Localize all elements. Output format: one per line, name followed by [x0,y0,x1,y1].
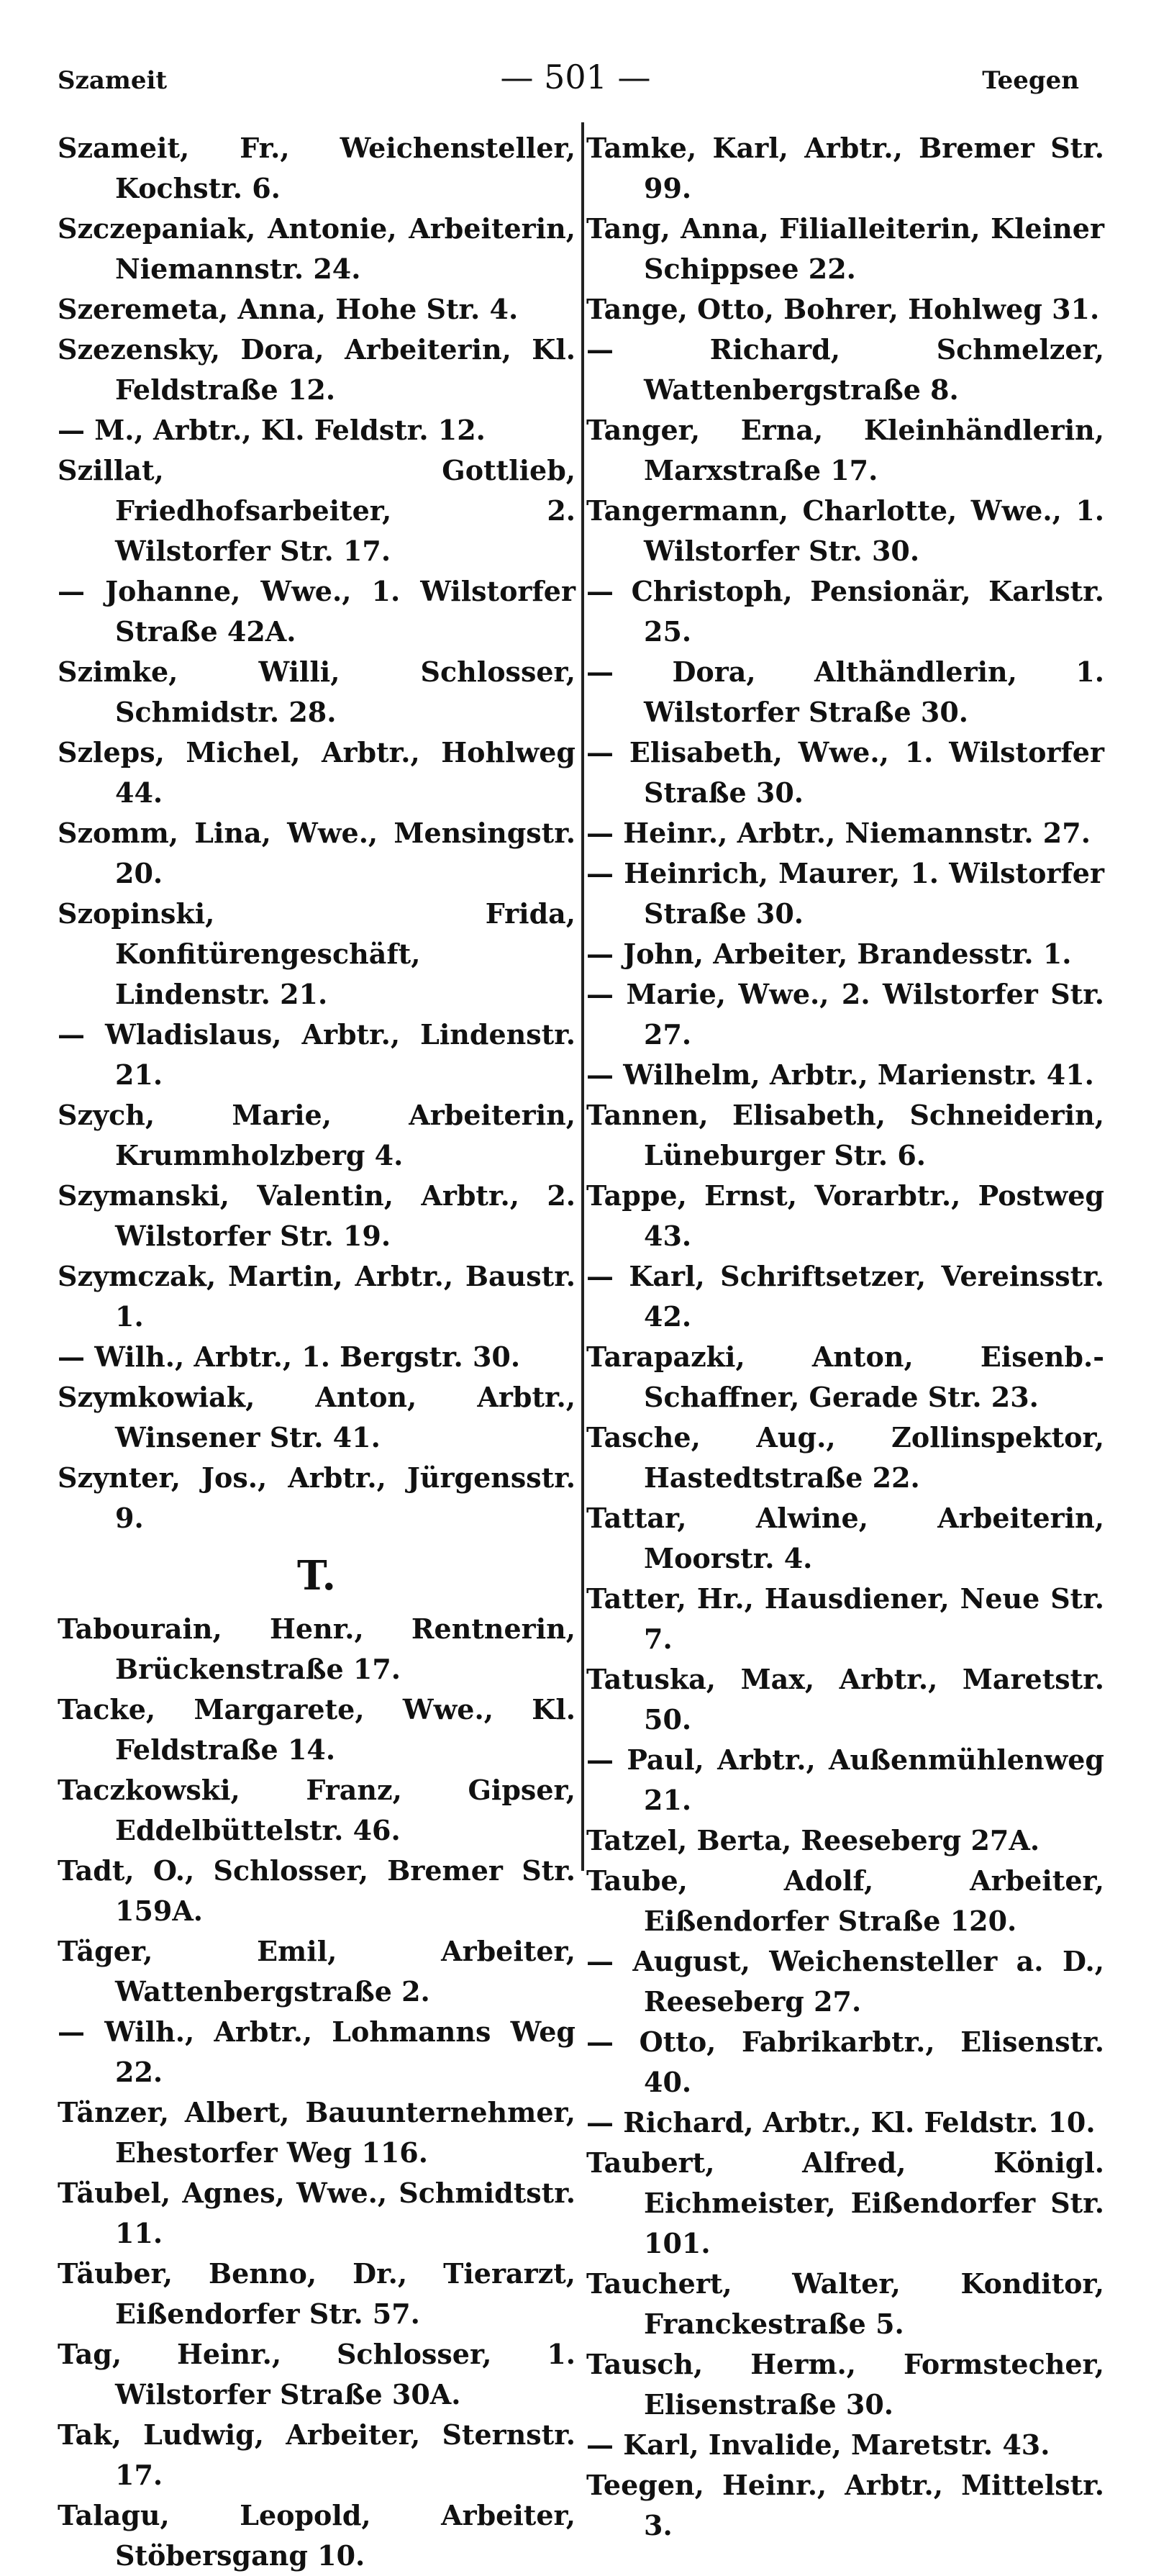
directory-entry: Täuber, Benno, Dr., Tierarzt, Eißendorfer Str. 57. [58,2257,576,2330]
section-letter: T. [297,1552,336,1600]
directory-entry: Tappe, Ernst, Vorarbtr., Postweg 43. [586,1179,1104,1252]
directory-entry: Szymkowiak, Anton, Arbtr., Winsener Str. 41. [58,1381,576,1453]
directory-entry: Tatuska, Max, Arbtr., Maretstr. 50. [586,1663,1104,1736]
directory-entry: Tannen, Elisabeth, Schneiderin, Lüneburger Str. 6. [586,1099,1104,1171]
directory-entry: Tattar, Alwine, Arbeiterin, Moorstr. 4. [586,1502,1104,1574]
directory-entry: Tanger, Erna, Kleinhändlerin, Marxstraße 17. [586,414,1104,486]
directory-entry: — Wilh., Arbtr., Lohmanns Weg 22. [58,2015,576,2088]
directory-entry: Szillat, Gottlieb, Friedhofsarbeiter, 2. Wilstorfer Str. 17. [58,454,576,567]
directory-entry: Szimke, Willi, Schlosser, Schmidstr. 28. [58,656,576,728]
directory-entry: — Otto, Fabrikarbtr., Elisenstr. 40. [586,2026,1104,2098]
directory-entry: Szczepaniak, Antonie, Arbeiterin, Niemannstr. 24. [58,212,576,285]
directory-entry: Taube, Adolf, Arbeiter, Eißendorfer Straße 120. [586,1864,1104,1937]
directory-entry: Teegen, Heinr., Arbtr., Mittelstr. 3. [586,2469,1104,2541]
directory-entry: Szopinski, Frida, Konfitürengeschäft, Lindenstr. 21. [58,897,576,1010]
directory-entry: Tatzel, Berta, Reeseberg 27A. [586,1824,1040,1856]
directory-entry: Tag, Heinr., Schlosser, 1. Wilstorfer Straße 30A. [58,2338,576,2411]
directory-entry: — Elisabeth, Wwe., 1. Wilstorfer Straße 30. [586,736,1104,809]
directory-entry: Szymanski, Valentin, Arbtr., 2. Wilstorfer Str. 19. [58,1179,576,1252]
left-column [58,128,576,2576]
directory-entry: Szezensky, Dora, Arbeiterin, Kl. Feldstraße 12. [58,333,576,406]
directory-entry: Tarapazki, Anton, Eisenb.-Schaffner, Gerade Str. 23. [586,1341,1104,1413]
directory-entry: — Johanne, Wwe., 1. Wilstorfer Straße 42A. [58,575,576,648]
directory-entry: Tatter, Hr., Hausdiener, Neue Str. 7. [586,1582,1104,1655]
directory-entry: — Dora, Althändlerin, 1. Wilstorfer Straße 30. [586,656,1104,728]
directory-entry: Tamke, Karl, Arbtr., Bremer Str. 99. [586,132,1104,204]
directory-entry: Täger, Emil, Arbeiter, Wattenbergstraße 2. [58,1935,576,2008]
directory-entry: Tang, Anna, Filialleiterin, Kleiner Schippsee 22. [586,212,1104,285]
page-number: — 501 — [500,58,651,96]
column-divider [581,122,584,1871]
right-column [586,128,1104,2546]
directory-entry: — Richard, Schmelzer, Wattenbergstraße 8. [586,333,1104,406]
directory-entry: Taczkowski, Franz, Gipser, Eddelbüttelstr. 46. [58,1774,576,1846]
directory-entry: — Wladislaus, Arbtr., Lindenstr. 21. [58,1018,576,1091]
directory-entry: — Paul, Arbtr., Außenmühlenweg 21. [586,1743,1104,1816]
directory-entry: Tabourain, Henr., Rentnerin, Brückenstraße 17. [58,1613,576,1685]
header-last-name: Teegen [982,66,1079,95]
directory-entry: — John, Arbeiter, Brandesstr. 1. [586,938,1072,970]
directory-entry: Szych, Marie, Arbeiterin, Krummholzberg 4. [58,1099,576,1171]
directory-entry: Tange, Otto, Bohrer, Hohlweg 31. [586,293,1100,325]
directory-entry: Tauchert, Walter, Konditor, Franckestraße 5. [586,2267,1104,2340]
directory-entry: — Heinrich, Maurer, 1. Wilstorfer Straße 30. [586,857,1104,930]
directory-entry: — Wilh., Arbtr., 1. Bergstr. 30. [58,1341,521,1373]
directory-entry: — Heinr., Arbtr., Niemannstr. 27. [586,817,1091,849]
directory-entry: — Christoph, Pensionär, Karlstr. 25. [586,575,1104,648]
directory-entry: Szymczak, Martin, Arbtr., Baustr. 1. [58,1260,576,1333]
directory-entry: — M., Arbtr., Kl. Feldstr. 12. [58,414,486,446]
directory-entry: Täubel, Agnes, Wwe., Schmidtstr. 11. [58,2177,576,2249]
directory-entry: Talagu, Leopold, Arbeiter, Stöbersgang 10. [58,2499,576,2572]
page-header [0,58,1151,115]
directory-entry: — Marie, Wwe., 2. Wilstorfer Str. 27. [586,978,1104,1051]
directory-entry: Tangermann, Charlotte, Wwe., 1. Wilstorfer Str. 30. [586,494,1104,567]
header-first-name: Szameit [58,66,168,95]
directory-entry: Szameit, Fr., Weichensteller, Kochstr. 6. [58,132,576,204]
directory-entry: Tak, Ludwig, Arbeiter, Sternstr. 17. [58,2418,576,2491]
directory-entry: Szynter, Jos., Arbtr., Jürgensstr. 9. [58,1461,576,1534]
directory-entry: Szeremeta, Anna, Hohe Str. 4. [58,293,519,325]
directory-entry: — Karl, Schriftsetzer, Vereinsstr. 42. [586,1260,1104,1333]
directory-entry: Tadt, O., Schlosser, Bremer Str. 159A. [58,1854,576,1927]
left-entries-before [58,128,576,1538]
directory-entry: Szleps, Michel, Arbtr., Hohlweg 44. [58,736,576,809]
directory-entry: Szomm, Lina, Wwe., Mensingstr. 20. [58,817,576,889]
directory-entry: Tasche, Aug., Zollinspektor, Hastedtstraße 22. [586,1421,1104,1494]
directory-entry: Taubert, Alfred, Königl. Eichmeister, Eißendorfer Str. 101. [586,2146,1104,2259]
directory-entry: Tausch, Herm., Formstecher, Elisenstraße 30. [586,2348,1104,2421]
directory-entry: — Karl, Invalide, Maretstr. 43. [586,2428,1050,2461]
directory-entry: Tänzer, Albert, Bauunternehmer, Ehestorfer Weg 116. [58,2096,576,2169]
directory-entry: Tacke, Margarete, Wwe., Kl. Feldstraße 14. [58,1693,576,1766]
directory-entry: — August, Weichensteller a. D., Reeseberg 27. [586,1945,1104,2018]
directory-entry: — Richard, Arbtr., Kl. Feldstr. 10. [586,2106,1096,2139]
directory-entry: — Wilhelm, Arbtr., Marienstr. 41. [586,1058,1094,1091]
left-entries-after [58,1609,576,2576]
